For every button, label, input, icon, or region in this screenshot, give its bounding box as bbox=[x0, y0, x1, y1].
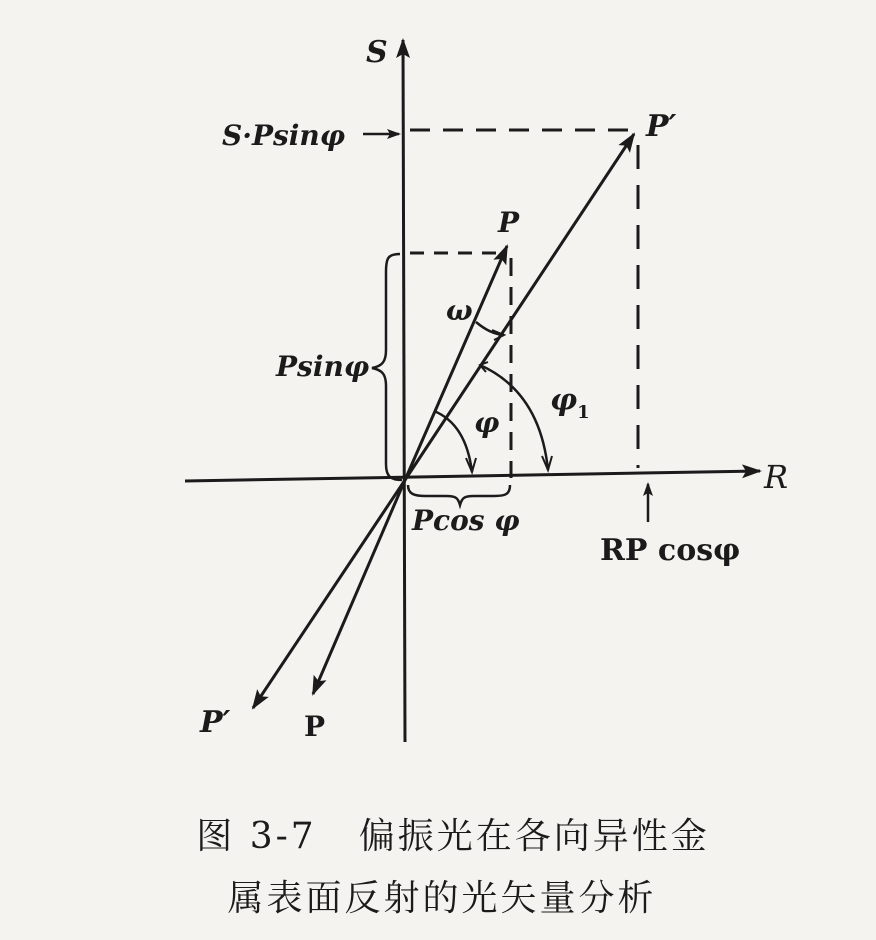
rpcos-label: RP cosφ bbox=[600, 533, 741, 568]
p-prime-bottom-label: P′ bbox=[200, 705, 231, 740]
figure-caption-line-1 bbox=[0, 808, 876, 859]
omega-label: ω bbox=[446, 294, 473, 327]
caption-text-2: 属表面反射的光矢量分析 bbox=[227, 878, 657, 919]
p-top-label: P bbox=[498, 206, 520, 239]
s-axis bbox=[403, 40, 405, 742]
phi1-subscript: 1 bbox=[577, 402, 590, 423]
psin-brace bbox=[372, 254, 402, 480]
caption-text-1: 偏振光在各向异性金 bbox=[358, 816, 710, 857]
s-component-label: S·Psinφ bbox=[222, 119, 346, 152]
p-bottom-label: P bbox=[304, 710, 326, 743]
vector-p bbox=[405, 246, 507, 480]
phi1-label bbox=[550, 383, 590, 423]
vector-p-prime-reversed bbox=[253, 480, 405, 708]
phi-arc bbox=[434, 411, 472, 472]
figure-number: 图 3-7 bbox=[196, 816, 317, 857]
phi1-symbol: φ bbox=[550, 383, 578, 418]
psin-label: Psinφ bbox=[276, 350, 370, 383]
pcos-label: Pcos φ bbox=[412, 504, 520, 537]
p-prime-top-label: P′ bbox=[646, 109, 677, 144]
phi-label: φ bbox=[474, 406, 500, 439]
vector-p-prime bbox=[405, 134, 634, 480]
pcos-brace bbox=[408, 485, 510, 505]
vector-p-reversed bbox=[313, 480, 405, 694]
r-axis-label: R bbox=[764, 458, 789, 496]
figure-caption-line-2 bbox=[0, 870, 876, 921]
s-axis-label: S bbox=[366, 35, 388, 70]
